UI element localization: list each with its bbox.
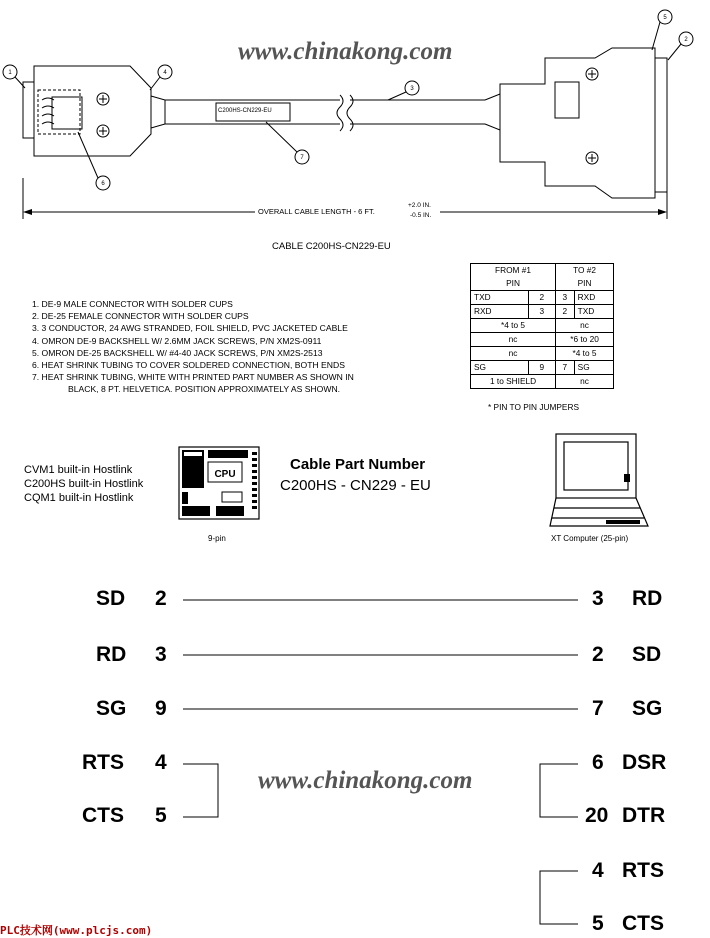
callout-4: 4 bbox=[163, 70, 167, 76]
cable-title: CABLE C200HS-CN229-EU bbox=[272, 241, 391, 252]
note-item: 3. 3 CONDUCTOR, 24 AWG STRANDED, FOIL SHIELD, PVC JACKETED CABLE bbox=[32, 323, 348, 334]
cpu-label: CPU bbox=[214, 469, 236, 480]
right-pin-7: 7 bbox=[592, 697, 604, 720]
table-row: TXD 2 3 RXD bbox=[471, 291, 614, 305]
plc-caption: 9-pin bbox=[208, 534, 226, 543]
right-pin-20: 20 bbox=[585, 804, 609, 827]
part-number-value: C200HS - CN229 - EU bbox=[280, 477, 431, 494]
note-item: 4. OMRON DE-9 BACKSHELL W/ 2.6MM JACK SCREWS, P/N XM2S-0911 bbox=[32, 335, 322, 346]
left-signal-sd: SD bbox=[96, 587, 126, 610]
table-row: nc *6 to 20 bbox=[471, 333, 614, 347]
watermark-top: www.chinakong.com bbox=[238, 38, 453, 65]
left-pin-9: 9 bbox=[155, 697, 167, 720]
jumper-dsr-dtr-right bbox=[540, 764, 578, 817]
jumper-rts-cts-left bbox=[183, 764, 218, 817]
plc-cpu-board-icon bbox=[176, 444, 266, 524]
table-row: *4 to 5 nc bbox=[471, 319, 614, 333]
table-row: SG 9 7 SG bbox=[471, 361, 614, 375]
xt-computer-icon bbox=[548, 430, 652, 534]
watermark-middle: www.chinakong.com bbox=[258, 767, 473, 794]
callout-1: 1 bbox=[8, 70, 12, 76]
left-pin-4: 4 bbox=[155, 751, 167, 774]
list-item: CQM1 built-in Hostlink bbox=[24, 492, 134, 504]
note-item: 2. DE-25 FEMALE CONNECTOR WITH SOLDER CUPS bbox=[32, 311, 249, 322]
left-signal-sg: SG bbox=[96, 697, 127, 720]
right-signal-dsr: DSR bbox=[622, 751, 667, 774]
note-item: 1. DE-9 MALE CONNECTOR WITH SOLDER CUPS bbox=[32, 299, 233, 309]
left-signal-rts: RTS bbox=[82, 751, 124, 774]
callout-7: 7 bbox=[300, 155, 304, 161]
pin-table bbox=[470, 263, 614, 389]
list-item: CVM1 built-in Hostlink bbox=[24, 464, 133, 476]
right-pin-4: 4 bbox=[592, 859, 604, 882]
pin-table-subheader-to: PIN bbox=[556, 277, 614, 291]
pin-table-footnote: * PIN TO PIN JUMPERS bbox=[488, 402, 579, 412]
right-pin-2: 2 bbox=[592, 643, 604, 666]
list-item: C200HS built-in Hostlink bbox=[24, 478, 144, 490]
pin-table-subheader-from: PIN bbox=[471, 277, 556, 291]
table-row: RXD 3 2 TXD bbox=[471, 305, 614, 319]
right-signal-rts: RTS bbox=[622, 859, 664, 882]
right-signal-sg: SG bbox=[632, 697, 663, 720]
callout-5: 5 bbox=[663, 15, 667, 21]
right-pin-6: 6 bbox=[592, 751, 604, 774]
cable-assembly-drawing bbox=[0, 0, 710, 240]
notes-list bbox=[32, 298, 354, 396]
tolerance-minus: -0.5 IN. bbox=[410, 212, 432, 219]
right-signal-rd: RD bbox=[632, 587, 663, 610]
left-pin-5: 5 bbox=[155, 804, 167, 827]
right-signal-sd: SD bbox=[632, 643, 662, 666]
tolerance-plus: +2.0 IN. bbox=[408, 202, 431, 209]
left-signal-rd: RD bbox=[96, 643, 127, 666]
left-pin-2: 2 bbox=[155, 587, 167, 610]
note-item: 7. HEAT SHRINK TUBING, WHITE WITH PRINTED PART NUMBER AS SHOWN IN bbox=[32, 372, 354, 383]
part-number-heading: Cable Part Number bbox=[290, 456, 426, 473]
callout-2: 2 bbox=[684, 37, 688, 43]
note-item: 6. HEAT SHRINK TUBING TO COVER SOLDERED CONNECTION, BOTH ENDS bbox=[32, 360, 345, 371]
right-pin-5: 5 bbox=[592, 912, 604, 935]
note-item: BLACK, 8 PT. HELVETICA. POSITION APPROXIMATELY AS SHOWN. bbox=[68, 384, 341, 395]
left-signal-cts: CTS bbox=[82, 804, 124, 827]
table-row: 1 to SHIELD nc bbox=[471, 375, 614, 389]
table-row: nc *4 to 5 bbox=[471, 347, 614, 361]
pin-table-header-to: TO #2 bbox=[556, 264, 614, 278]
jumper-rts-cts-right bbox=[540, 871, 578, 924]
right-signal-dtr: DTR bbox=[622, 804, 666, 827]
pin-table-header-from: FROM #1 bbox=[471, 264, 556, 278]
right-signal-cts: CTS bbox=[622, 912, 664, 935]
plc-model-list bbox=[24, 463, 143, 505]
callout-3: 3 bbox=[410, 86, 414, 92]
footer-source-text: PLC技术网(www.plcjs.com) bbox=[0, 924, 153, 937]
left-pin-3: 3 bbox=[155, 643, 167, 666]
cable-print-label: C200HS-CN229-EU bbox=[218, 108, 272, 114]
computer-caption: XT Computer (25-pin) bbox=[551, 534, 629, 543]
note-item: 5. OMRON DE-25 BACKSHELL W/ #4-40 JACK SCREWS, P/N XM2S-2513 bbox=[32, 347, 323, 358]
callout-6: 6 bbox=[101, 181, 105, 187]
right-pin-3: 3 bbox=[592, 587, 604, 610]
overall-length-label: OVERALL CABLE LENGTH - 6 FT. bbox=[258, 207, 375, 216]
